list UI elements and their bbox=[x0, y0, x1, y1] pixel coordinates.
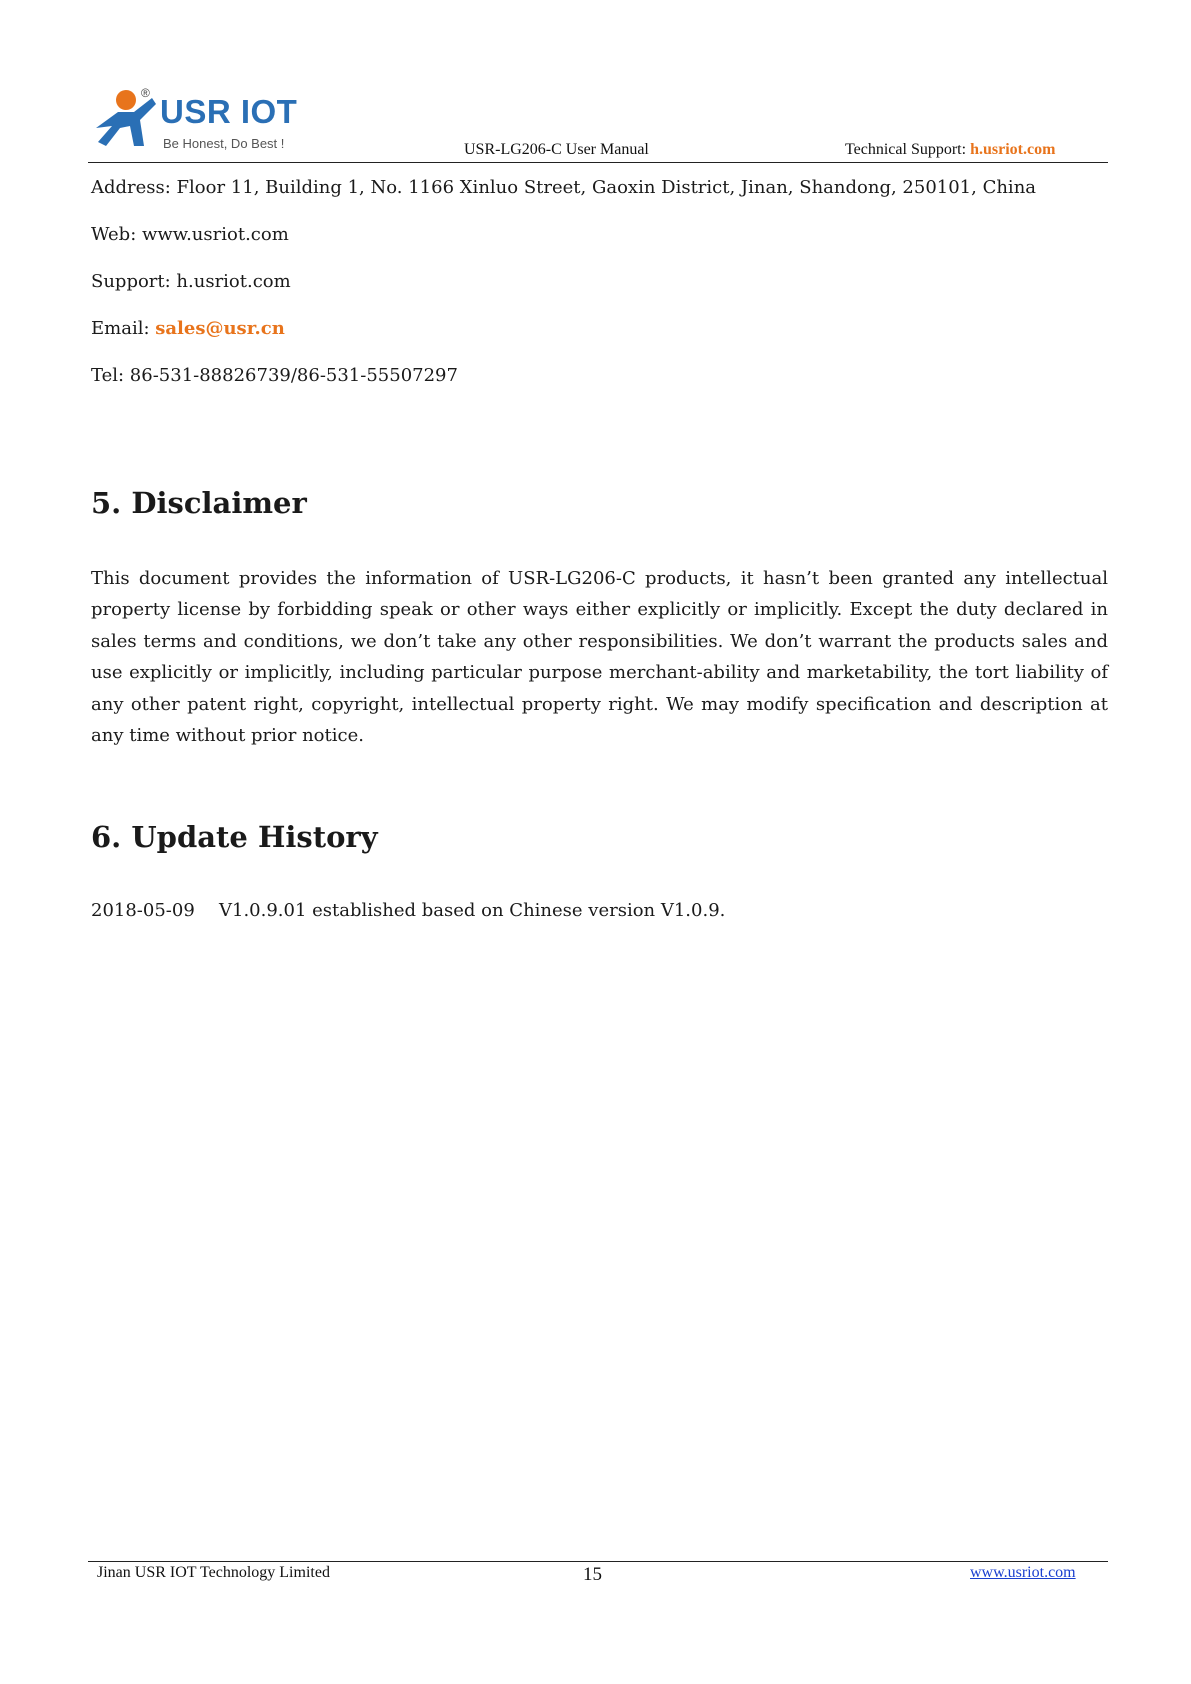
logo-slogan: Be Honest, Do Best ! bbox=[163, 136, 285, 151]
technical-support bbox=[845, 141, 1055, 159]
footer-company: Jinan USR IOT Technology Limited bbox=[97, 1564, 330, 1581]
contact-address: Address: Floor 11, Building 1, No. 1166 Xinluo Street, Gaoxin District, Jinan, Shandong, 250101, China bbox=[91, 177, 1037, 198]
update-history-heading: 6. Update History bbox=[91, 820, 378, 854]
footer-website-link[interactable]: www.usriot.com bbox=[970, 1564, 1076, 1581]
logo-wordmark: USR IOT bbox=[160, 93, 298, 130]
registered-mark: ® bbox=[141, 86, 150, 100]
update-history-text: V1.0.9.01 established based on Chinese version V1.0.9. bbox=[219, 900, 726, 921]
contact-email-link[interactable]: sales@usr.cn bbox=[155, 318, 285, 339]
contact-email bbox=[91, 318, 285, 339]
header-divider bbox=[88, 162, 1108, 163]
technical-support-label: Technical Support: bbox=[845, 141, 971, 158]
manual-title: USR-LG206-C User Manual bbox=[464, 141, 649, 158]
disclaimer-heading: 5. Disclaimer bbox=[91, 486, 307, 520]
technical-support-link[interactable]: h.usriot.com bbox=[970, 141, 1056, 158]
contact-tel: Tel: 86-531-88826739/86-531-55507297 bbox=[91, 365, 458, 386]
footer-divider bbox=[88, 1561, 1108, 1562]
disclaimer-body: This document provides the information of USR-LG206-C products, it hasn’t been granted any intellectual property license by forbidding speak or other ways either explicitly or implicitly. Except the duty declared in sales terms and conditions, we don’t take any other responsibilities. We don’t warrant the products sales and use explicitly or implicitly, including particular purpose merchant-ability and marketability, the tort liability of any other patent right, copyright, intellectual property right. We may modify specification and description at any time without prior notice. bbox=[91, 568, 1108, 747]
contact-web: Web: www.usriot.com bbox=[91, 224, 289, 245]
update-history-entry bbox=[91, 900, 725, 921]
page-number: 15 bbox=[583, 1564, 602, 1585]
contact-support: Support: h.usriot.com bbox=[91, 271, 291, 292]
contact-email-label: Email: bbox=[91, 318, 156, 339]
update-history-date: 2018-05-09 bbox=[91, 900, 195, 921]
